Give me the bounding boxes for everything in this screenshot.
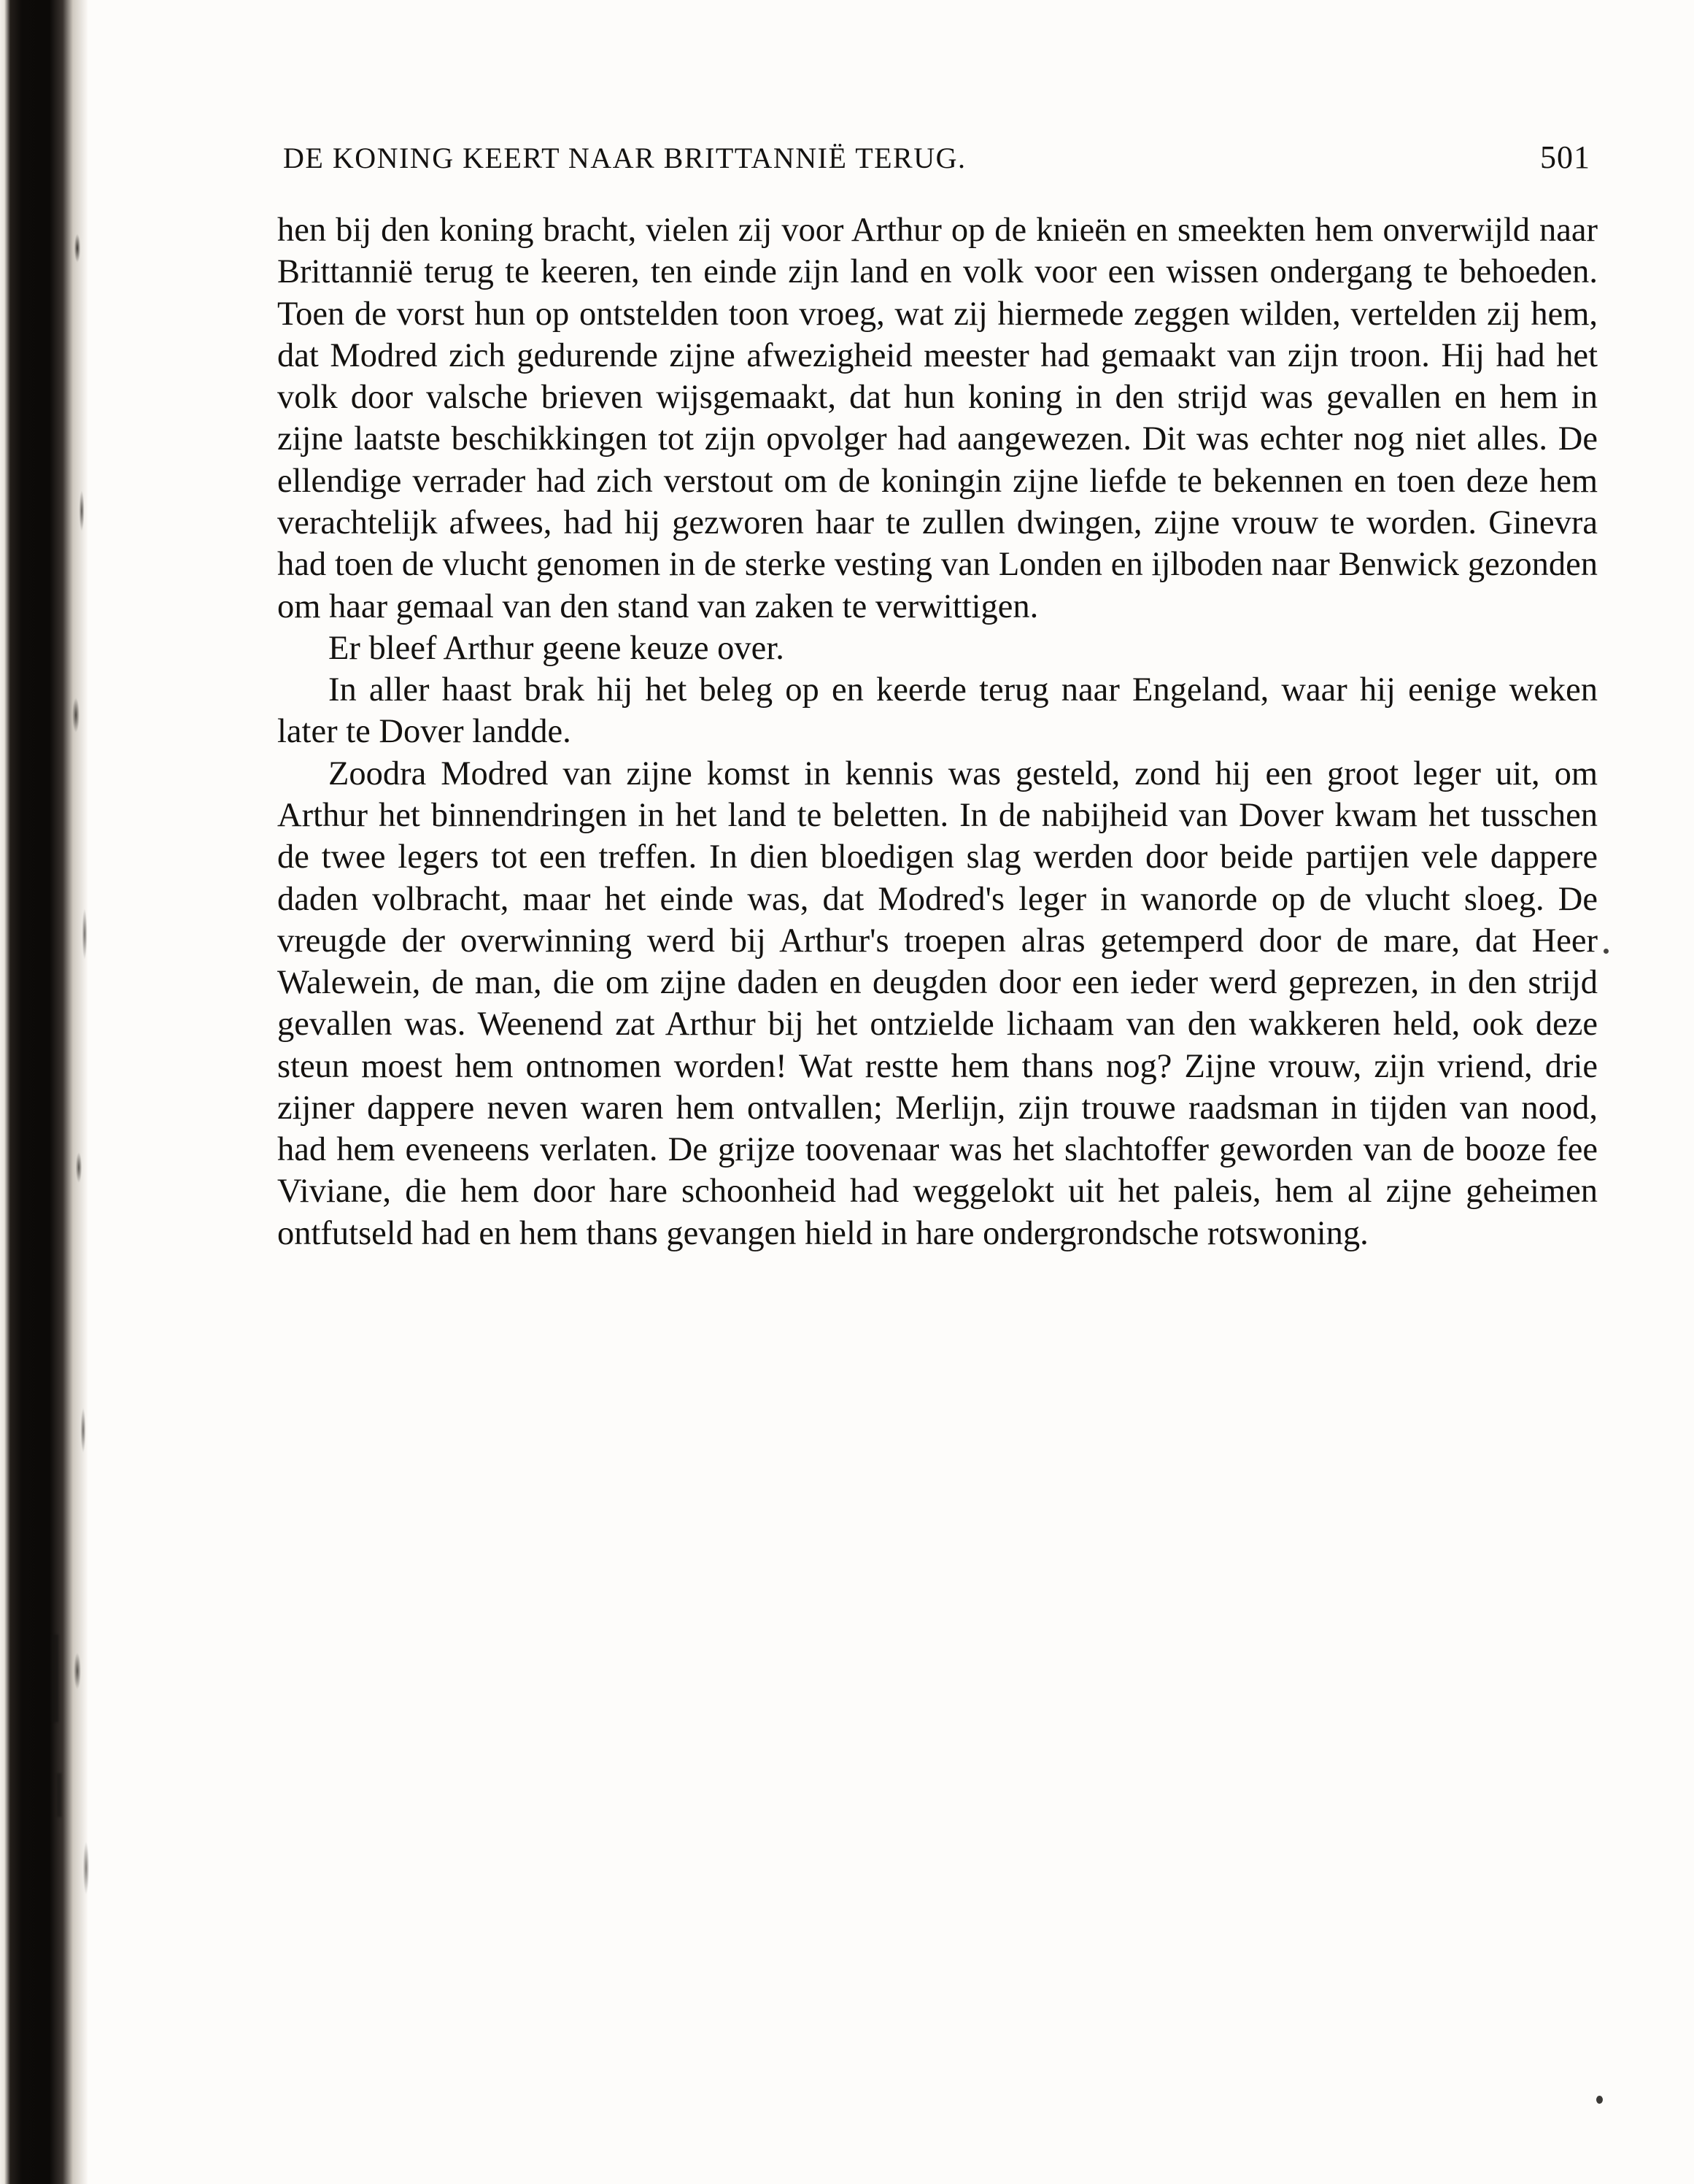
- running-head-title: DE KONING KEERT NAAR BRITTANNIË TERUG.: [283, 142, 967, 174]
- margin-ink-dot: [1596, 2096, 1603, 2104]
- page-text-block: [277, 139, 1598, 1254]
- paragraph: In aller haast brak hij het beleg op en keerde terug naar Engeland, waar hij eenige weken later te Dover landde.: [277, 671, 1598, 751]
- scan-artifact-fleck: [51, 1635, 58, 1722]
- margin-ink-dot: [1604, 949, 1609, 954]
- running-head: [277, 139, 1598, 176]
- page-gutter-speckle: [70, 0, 114, 2184]
- paragraph: Zoodra Modred van zijne komst in kennis was gesteld, zond hij een groot leger uit, om Arthur het binnendringen in het land te beletten. In de nabijheid van Dover kwam het tusschen de twee legers tot een treffen. In dien bloedigen slag werden door beide partijen vele dappere daden volbracht, maar het einde was, dat Modred's leger in wanorde op de vlucht sloeg. De vreugde der overwinning werd bij Arthur's troepen alras getemperd door de mare, dat Heer Walewein, de man, die om zijne daden en deugden door een ieder werd geprezen, in den strijd gevallen was. Weenend zat Arthur bij het ontzielde lichaam van den wakkeren held, ook deze steun moest hem ontnomen worden! Wat restte hem thans nog? Zijne vrouw, zijn vriend, drie zijner dappere neven waren hem ontvallen; Merlijn, zijn trouwe raadsman in tijden van nood, had hem eveneens verlaten. De grijze toovenaar was het slachtoffer geworden van de booze fee Viviane, die hem door hare schoonheid had weggelokt uit het paleis, hem al zijne geheimen ontfutseld had en hem thans gevangen hield in hare ondergrondsche rotswoning.: [277, 755, 1598, 1252]
- page-number: 501: [1540, 139, 1590, 175]
- scan-artifact-fleck: [57, 1773, 61, 1817]
- paragraph-continued: hen bij den koning bracht, vielen zij voor Arthur op de knieën en smeekten hem onverwijld naar Brittannië terug te keeren, ten einde zijn land en volk voor een wissen ondergang te behoeden. Toen de vorst hun op ontstelden toon vroeg, wat zij hiermede zeggen wilden, vertelden zij hem, dat Modred zich gedurende zijne afwezigheid meester had gemaakt van zijn troon. Hij had het volk door valsche brieven wijsgemaakt, dat hun koning in den strijd was gevallen en hem in zijne laatste beschikkingen tot zijn opvolger had aangewezen. Dit was echter nog niet alles. De ellendige verrader had zich verstout om de koningin zijne liefde te bekennen en toen deze hem verachtelijk afwees, had hij gezworen haar te zullen dwingen, zijne vrouw te worden. Ginevra had toen de vlucht genomen in de sterke vesting van Londen en ijlboden naar Benwick gezonden om haar gemaal van den stand van zaken te verwittigen.: [277, 212, 1598, 625]
- paragraph: Er bleef Arthur geene keuze over.: [328, 629, 784, 667]
